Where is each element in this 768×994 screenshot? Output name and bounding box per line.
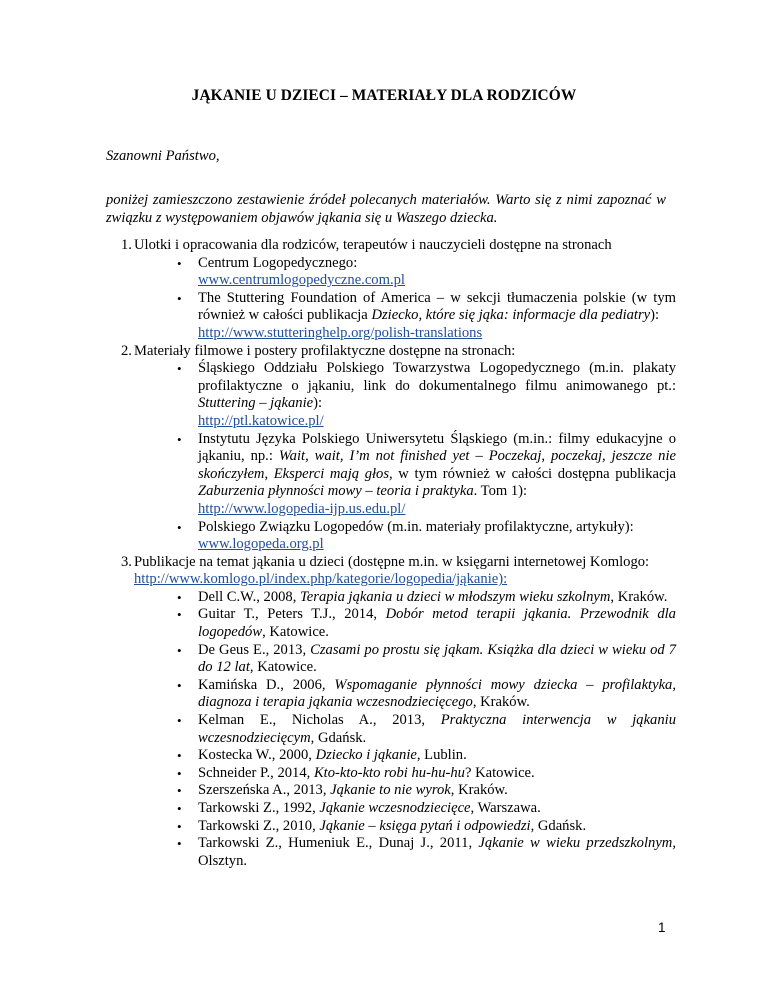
bullet-icon: • xyxy=(177,589,182,605)
book-item xyxy=(134,747,676,765)
book-item xyxy=(134,677,676,712)
page-number: 1 xyxy=(658,920,666,935)
list-item: • Polskiego Związku Logopedów (m.in. materiały profilaktyczne, artykuły): www.logopeda.org.pl xyxy=(177,518,634,553)
book-item xyxy=(134,835,676,870)
book-title: Jąkanie – księga pytań i odpowiedzi xyxy=(319,817,531,834)
bullet-icon: • xyxy=(177,713,182,729)
book-author: Tarkowski Z., 2010, xyxy=(198,817,320,834)
book-title: Wspomaganie płynności mowy dziecka – profilaktyka, diagnoza i terapia jąkania wczesnodziecięcego xyxy=(198,676,677,711)
book-details: , Gdańsk. xyxy=(310,729,367,746)
book-author: Tarkowski Z., Humeniuk E., Dunaj J., 2011, xyxy=(198,835,479,852)
bullet-icon: • xyxy=(177,361,182,377)
section-heading: Materiały filmowe i postery profilaktyczne dostępne na stronach: xyxy=(134,342,516,359)
sub-list xyxy=(134,360,676,554)
book-author: Kamińska D., 2006, xyxy=(198,676,335,693)
section-heading: Publikacje na temat jąkania u dzieci (dostępne m.in. w księgarni internetowej Komlogo: xyxy=(134,553,650,570)
list-number: 1. xyxy=(121,237,132,253)
book-item xyxy=(134,765,676,783)
book-title: Jąkanie wczesnodziecięce xyxy=(319,800,471,816)
bullet-icon: • xyxy=(177,607,182,623)
book-title: Dziecko i jąkanie xyxy=(315,747,417,764)
link-ptl-katowice[interactable]: http://ptl.katowice.pl/ xyxy=(198,412,324,429)
book-author: Dell C.W., 2008, xyxy=(198,588,301,605)
book-title: Dobór metod terapii jąkania. Przewodnik dla logopedów xyxy=(198,606,676,641)
book-author: Kostecka W., 2000, xyxy=(198,747,316,764)
book-details: , Kraków. xyxy=(610,588,668,605)
materials-list xyxy=(106,237,676,870)
book-title: Praktyczna interwencja w jąkaniu wczesnodziecięcym xyxy=(198,712,676,746)
book-author: Schneider P., 2014, xyxy=(198,764,314,781)
bullet-icon: • xyxy=(177,748,182,764)
bullet-icon: • xyxy=(177,765,182,781)
book-details: , Kraków. xyxy=(450,782,508,799)
list-item-publications xyxy=(106,554,676,871)
list-item: • Centrum Logopedycznego: www.centrumlogopedyczne.com.pl xyxy=(177,254,405,289)
book-details: ? Katowice. xyxy=(464,764,535,781)
page-title: JĄKANIE U DZIECI – MATERIAŁY DLA RODZICÓW xyxy=(191,87,577,104)
book-item xyxy=(134,800,676,818)
bullet-icon: • xyxy=(177,642,182,658)
intro-paragraph: poniżej zamieszczono zestawienie źródeł polecanych materiałów. Warto się z nimi zapoznać w związku z występowaniem objawów jąkania się u Waszego dziecka. xyxy=(106,192,666,226)
book-details: , Kraków. xyxy=(472,694,530,711)
book-details: , Katowice. xyxy=(262,624,329,641)
book-title: Terapia jąkania u dzieci w młodszym wieku szkolnym xyxy=(300,588,611,605)
book-author: Szerszeńska A., 2013, xyxy=(198,782,331,799)
list-number: 3. xyxy=(121,553,132,570)
bullet-icon: • xyxy=(177,801,182,816)
link-logopedia-ijp[interactable]: http://www.logopedia-ijp.us.edu.pl/ xyxy=(198,500,406,517)
bullet-icon: • xyxy=(177,783,182,799)
link-logopeda[interactable]: www.logopeda.org.pl xyxy=(198,536,324,553)
book-details: , Gdańsk. xyxy=(530,817,587,834)
list-item: • The Stuttering Foundation of America – w sekcji tłumaczenia polskie (w tym również w całości publikacja Dziecko, które się jąka: informacje dla pediatry): http://www.stutteringhelp.org/polish-translations xyxy=(177,289,676,341)
link-stutteringhelp[interactable]: http://www.stutteringhelp.org/polish-translations xyxy=(198,324,483,341)
list-item: • Śląskiego Oddziału Polskiego Towarzystwa Logopedycznego (m.in. plakaty profilaktyczne o jąkaniu, link do dokumentalnego filmu animowanego pt.: Stuttering – jąkanie): http://ptl.katowice.pl/ xyxy=(177,360,676,429)
books-list xyxy=(134,589,676,871)
list-item-films xyxy=(106,343,676,554)
list-item: • Instytutu Języka Polskiego Uniwersytetu Śląskiego (m.in.: filmy edukacyjne o jąkaniu, np.: Wait, wait, I’m not finished yet – Poczekaj, poczekaj, jeszcze nie skończyłem, Eksperci mają głos, w tym również w całości dostępna publikacja Zaburzenia płynności mowy – teoria i praktyka. Tom 1): http://www.logopedia-ijp.us.edu.pl/ xyxy=(177,430,677,517)
bullet-icon: • xyxy=(177,431,182,447)
book-item xyxy=(134,606,676,641)
bullet-icon: • xyxy=(177,519,182,535)
book-author: Kelman E., Nicholas A., 2013, xyxy=(198,712,441,729)
book-author: Tarkowski Z., 1992, xyxy=(198,800,320,816)
book-details: Olsztyn. xyxy=(198,852,248,869)
book-title: Kto-kto-kto robi hu-hu-hu xyxy=(313,764,465,781)
book-details: , Katowice. xyxy=(249,659,317,676)
list-number: 2. xyxy=(121,342,132,359)
book-title: Jąkanie w wieku przedszkolnym, xyxy=(478,835,676,852)
book-details: , Lublin. xyxy=(416,747,467,764)
book-item xyxy=(134,642,676,677)
book-author: De Geus E., 2013, xyxy=(198,641,311,658)
bullet-icon: • xyxy=(177,818,182,834)
sub-list xyxy=(134,255,676,343)
section-heading: Ulotki i opracowania dla rodziców, terapeutów i nauczycieli dostępne na stronach xyxy=(134,237,612,253)
book-title: Czasami po prostu się jąkam. Książka dla dzieci w wieku od 7 do 12 lat xyxy=(198,641,676,676)
bullet-icon: • xyxy=(177,836,182,852)
salutation: Szanowni Państwo, xyxy=(106,148,220,164)
book-item xyxy=(134,782,676,800)
link-komlogo[interactable]: http://www.komlogo.pl/index.php/kategorie/logopedia/jąkanie): xyxy=(134,571,508,588)
book-title: Jąkanie to nie wyrok xyxy=(330,782,451,799)
link-centrum-logopedyczne[interactable]: www.centrumlogopedyczne.com.pl xyxy=(198,272,405,289)
book-author: Guitar T., Peters T.J., 2014, xyxy=(198,606,386,623)
list-item-leaflets xyxy=(106,237,676,343)
book-item xyxy=(134,589,676,607)
bullet-icon: • xyxy=(177,255,182,271)
book-item xyxy=(134,818,676,836)
book-details: , Warszawa. xyxy=(470,800,541,816)
book-item xyxy=(134,712,676,747)
bullet-icon: • xyxy=(177,290,182,306)
bullet-icon: • xyxy=(177,677,182,693)
